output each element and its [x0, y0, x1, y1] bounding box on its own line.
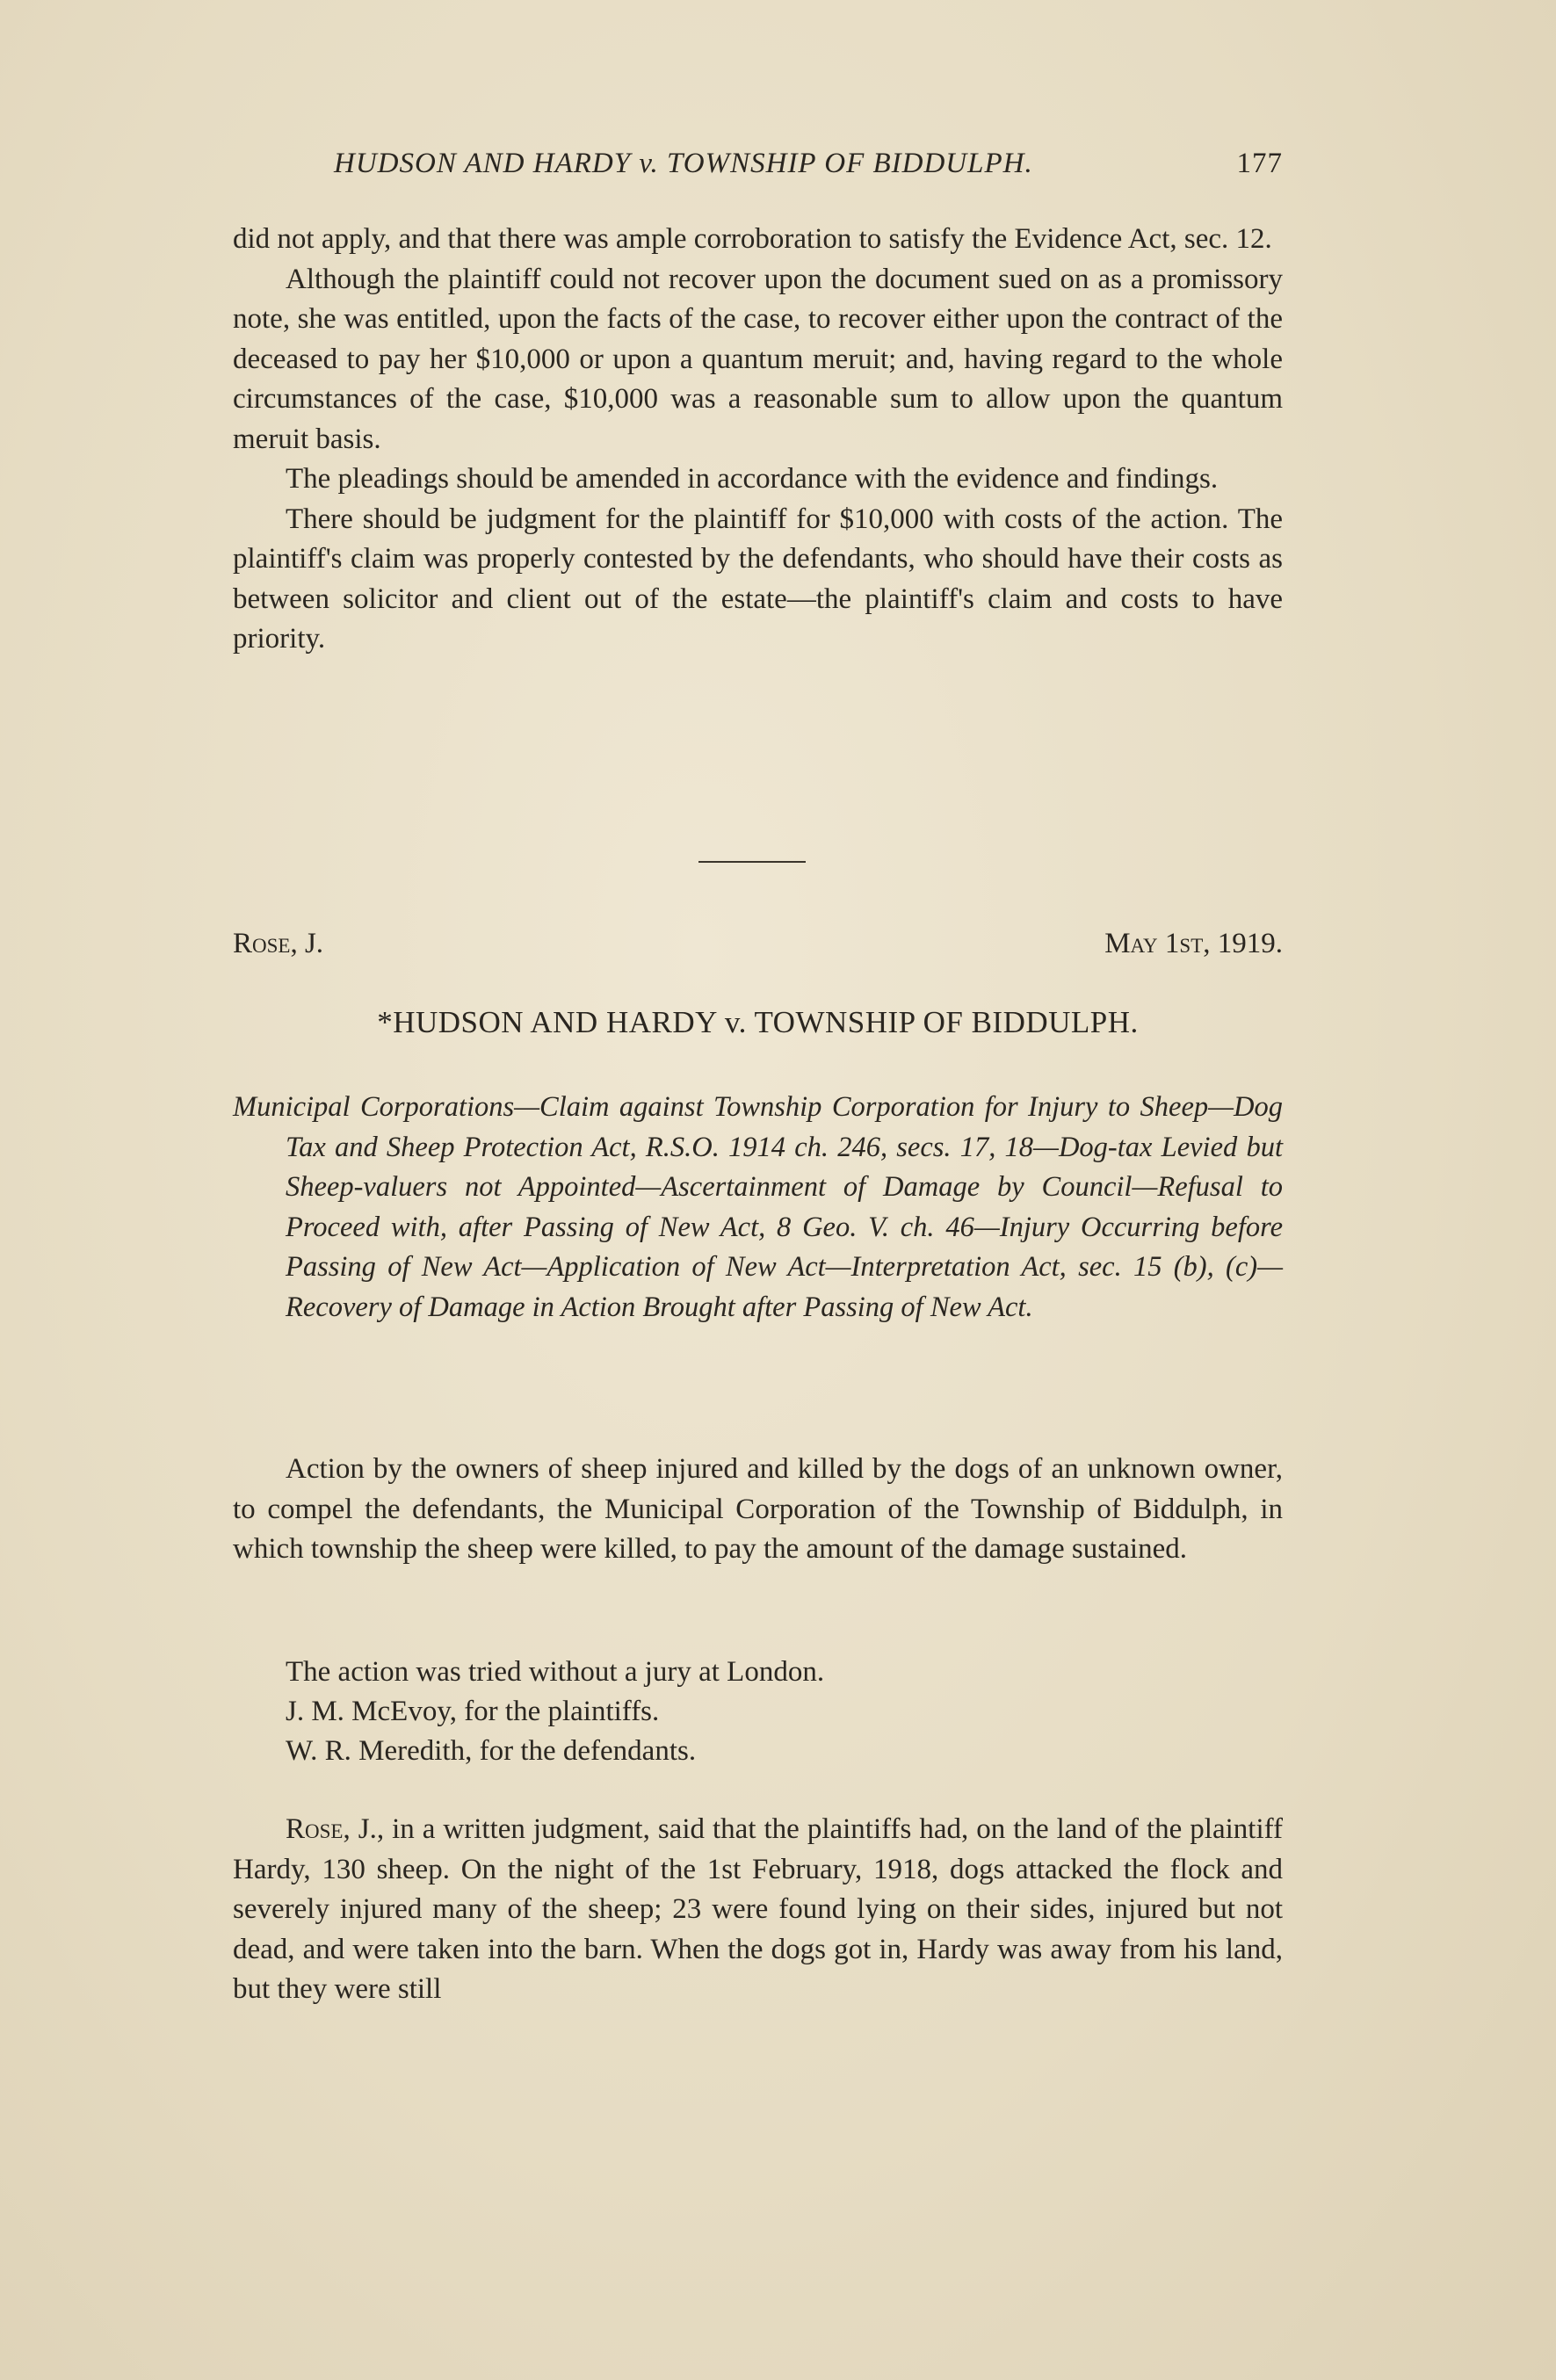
paragraph-3: The pleadings should be amended in accordance with the evidence and findings.: [286, 463, 1219, 495]
judge-date-line: [233, 928, 1283, 968]
decision-date: May 1st, 1919.: [1104, 928, 1283, 959]
judgment-body: , in a written judgment, said that the plaintiffs had, on the land of the plaintiff Hardy, 130 sheep. On the night of the 1st February, 1918, dogs attacked the flock and severely injured many of the sheep; 23 were found lying on their sides, injured but not dead, and were taken into the barn. When the dogs got in, Hardy was away from his land, but they were still: [233, 1813, 1283, 2005]
running-head: [233, 148, 1283, 192]
paragraph-1: did not apply, and that there was ample corroboration to satisfy the Evidence Act, sec. 12.: [233, 223, 1272, 255]
judge-name: Rose, J.: [233, 928, 324, 959]
paragraph-4: There should be judgment for the plaintiff for $10,000 with costs of the action. The plaintiff's claim was properly contested by the defendants, who should have their costs as between solicitor and client out of the estate—the plaintiff's claim and costs to have priority.: [233, 503, 1283, 655]
judgment-paragraph: [233, 1810, 1283, 2010]
section-divider: [698, 861, 806, 863]
action-intro: [233, 1450, 1283, 1570]
headnote: Municipal Corporations—Claim against Township Corporation for Injury to Sheep—Dog Tax and Sheep Protection Act, R.S.O. 1914 ch. 246, secs. 17, 18—Dog-tax Levied but Sheep-valuers not Appointed—Ascertainment of Damage by Council—Refusal to Proceed with, after Passing of New Act, 8 Geo. V. ch. 46—Injury Occurring before Passing of New Act—Application of New Act—Interpretation Act, sec. 15 (b), (c)—Recovery of Damage in Action Brought after Passing of New Act.: [233, 1091, 1283, 1323]
page-number: 177: [1236, 148, 1283, 179]
judgment-judge: Rose, J.: [286, 1813, 377, 1845]
intro-paragraph: Action by the owners of sheep injured and killed by the dogs of an unknown owner, to compel the defendants, the Municipal Corporation of the Township of Biddulph, in which township the sheep were killed, to pay the amount of the damage sustained.: [233, 1453, 1283, 1565]
case-title: *HUDSON AND HARDY v. TOWNSHIP OF BIDDULPH.: [377, 1005, 1139, 1039]
trial-note: The action was tried without a jury at London.: [286, 1656, 825, 1688]
paragraph-2: Although the plaintiff could not recover upon the document sued on as a promissory note, she was entitled, upon the facts of the case, to recover either upon the contract of the deceased to pay her $10,000 or upon a quantum meruit; and, having regard to the whole circumstances of the case, $10,000 was a reasonable sum to allow upon the quantum meruit basis.: [233, 263, 1283, 455]
judgment-text: [233, 1810, 1283, 2010]
running-head-title: HUDSON AND HARDY v. TOWNSHIP OF BIDDULPH.: [334, 148, 1033, 179]
counsel-defendant: W. R. Meredith, for the defendants.: [286, 1735, 697, 1767]
counsel-block: [286, 1653, 824, 1771]
continuation-text: [233, 220, 1283, 660]
counsel-plaintiff: J. M. McEvoy, for the plaintiffs.: [286, 1696, 660, 1727]
